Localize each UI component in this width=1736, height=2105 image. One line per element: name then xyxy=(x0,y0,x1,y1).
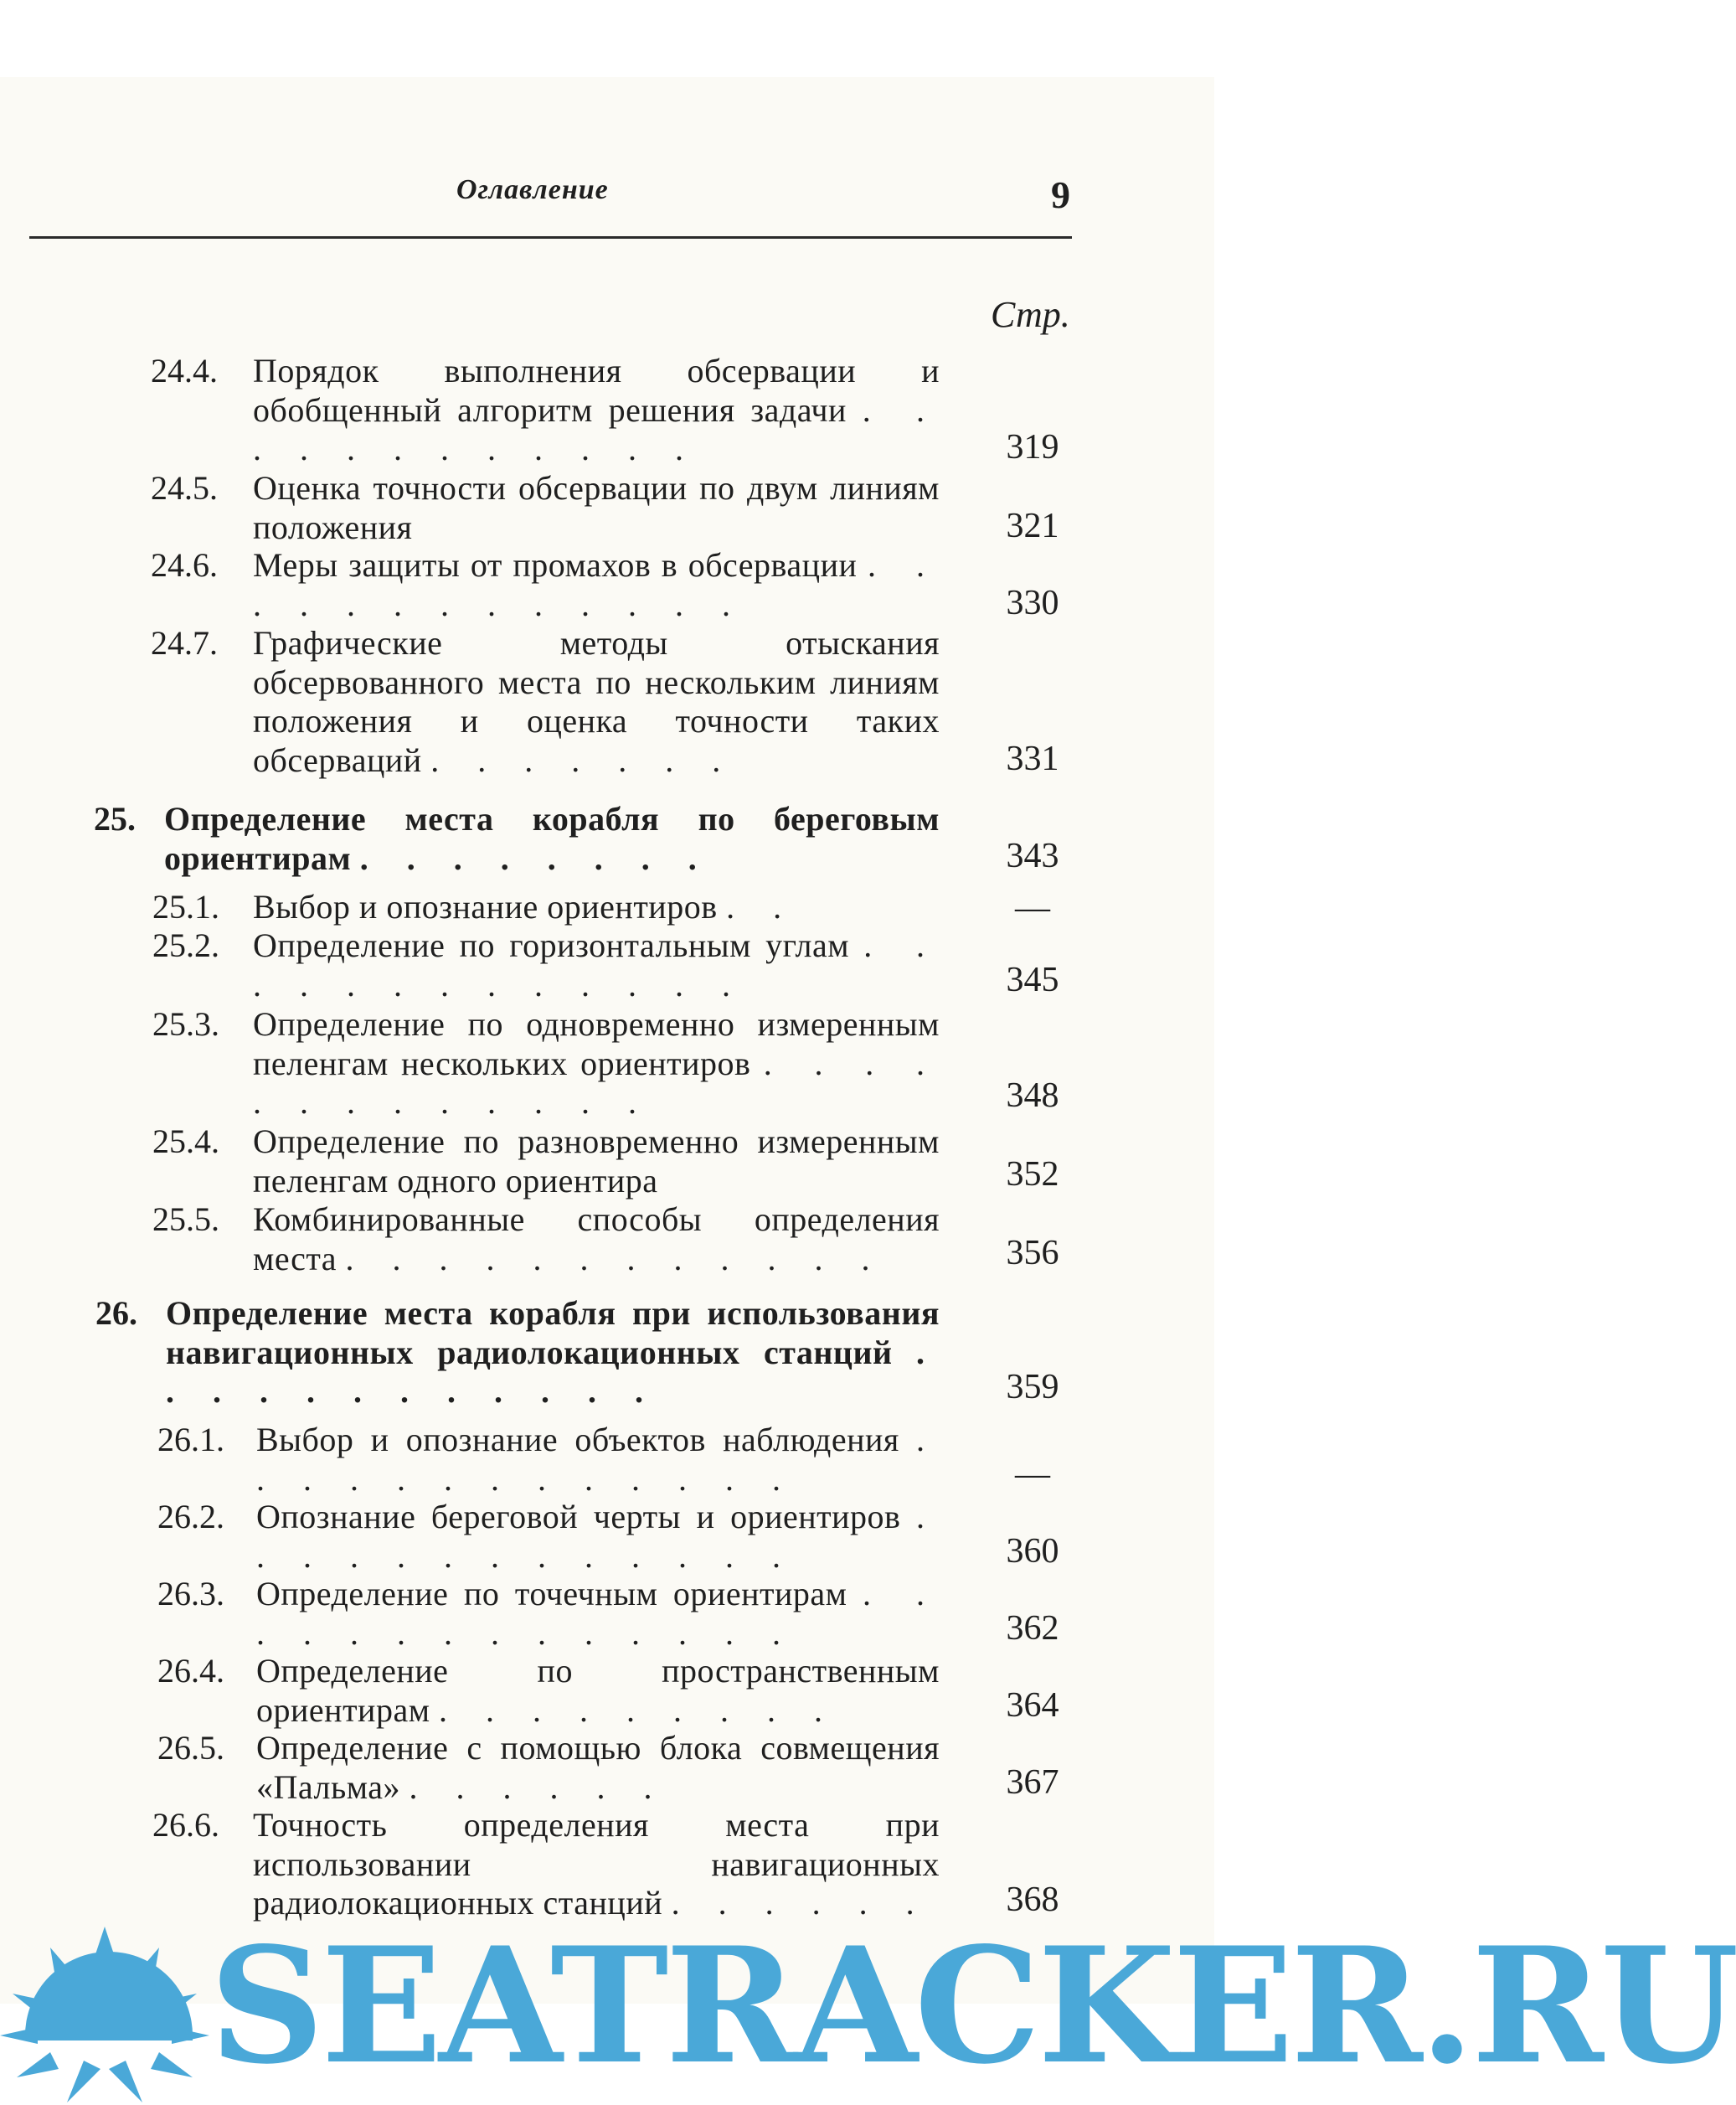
dot-leader: . . . . . . . . . . . . xyxy=(166,1333,940,1410)
entry-number: 25.5. xyxy=(152,1200,219,1238)
entry-title: Выбор и опознание объектов наблюдения . . . . . . . . . . . . . xyxy=(256,1421,940,1498)
entry-title: Опознание береговой черты и ориентиров . . . . . . . . . . . . . xyxy=(256,1498,940,1575)
entry-title: Точность определения места при использовании навигационных радиолокационных станций . . . . . . xyxy=(253,1806,940,1922)
entry-number: 25.2. xyxy=(152,926,219,964)
entry-number: 26.4. xyxy=(157,1652,224,1690)
entry-page: 356 xyxy=(1006,1234,1059,1272)
entry-title: Комбинированные способы определения места . . . . . . . . . . . . xyxy=(253,1200,940,1277)
entry-number: 24.6. xyxy=(151,546,218,584)
entry-page: 368 xyxy=(1006,1881,1059,1919)
entry-title: Оценка точности обсервации по двум линиям положения xyxy=(253,469,940,546)
entry-page: 330 xyxy=(1006,584,1059,622)
entry-page: 360 xyxy=(1006,1532,1059,1571)
dot-leader: . . . . . . . . . . . . xyxy=(253,390,940,467)
entry-number: 26.3. xyxy=(157,1575,224,1612)
entry-page: 343 xyxy=(1006,837,1059,875)
dot-leader: . . . . . . . . . xyxy=(439,1690,838,1729)
chapter-title: Определение места корабля по береговым ориентирам . . . . . . . . xyxy=(164,800,940,877)
entry-title: Определение по одновременно измеренным пеленгам нескольких ориентиров . . . . . . . . . . . . . xyxy=(253,1005,940,1121)
dot-leader: . . . . . . . . xyxy=(359,838,712,877)
entry-page: 362 xyxy=(1006,1609,1059,1648)
chapter-title: Определение места корабля при использования навигационных радиолокационных станций . . . . . . . . . . . . xyxy=(166,1294,940,1410)
page-number: 9 xyxy=(1051,173,1070,216)
header-rule xyxy=(29,236,1072,239)
entry-title: Определение по точечным ориентирам . . . . . . . . . . . . . . xyxy=(256,1575,940,1652)
entry-title: Определение по пространственным ориентирам . . . . . . . . . xyxy=(256,1652,940,1729)
entry-number: 25.3. xyxy=(152,1005,219,1043)
dot-leader: . . xyxy=(726,888,797,926)
dot-leader: . . . . . . . . . . . . . xyxy=(253,926,940,1003)
dot-leader: . . . . . . . . . . . . . xyxy=(253,546,940,623)
entry-number: 26.1. xyxy=(157,1421,224,1458)
dot-leader: . . . . . . . . . . . . . . xyxy=(256,1575,940,1652)
dot-leader: . . . . . . . xyxy=(430,740,736,779)
entry-title: Меры защиты от промахов в обсервации . . . . . . . . . . . . . xyxy=(253,546,940,623)
entry-number: 24.4. xyxy=(151,352,218,390)
entry-title: Определение по горизонтальным углам . . . . . . . . . . . . . xyxy=(253,926,940,1003)
running-title: Оглавление xyxy=(456,174,609,205)
entry-number: 24.7. xyxy=(151,624,218,662)
entry-page: 321 xyxy=(1006,507,1059,545)
dot-leader: . . . . . . . . . . . . xyxy=(345,1239,885,1277)
entry-title: Графические методы отыскания обсервованного места по нескольким линиям положения и оценка точности таких обсерваций . . . . . . . xyxy=(253,624,940,779)
entry-page: — xyxy=(1015,1455,1050,1494)
entry-page: 319 xyxy=(1006,428,1059,467)
entry-page: 359 xyxy=(1006,1368,1059,1406)
entry-title: Определение по разновременно измеренным пеленгам одного ориентира xyxy=(253,1122,940,1200)
entry-title: Выбор и опознание ориентиров . . xyxy=(253,888,797,926)
dot-leader: . . . . . . xyxy=(671,1884,930,1922)
sun-icon xyxy=(0,1927,209,2102)
entry-page: 331 xyxy=(1006,740,1059,778)
entry-page: 364 xyxy=(1006,1686,1059,1725)
entry-number: 25.4. xyxy=(152,1122,219,1160)
entry-page: 367 xyxy=(1006,1763,1059,1802)
entry-page: 345 xyxy=(1006,961,1059,999)
dot-leader: . . . . . . . . . . . . . xyxy=(256,1421,940,1498)
chapter-number: 25. xyxy=(94,800,136,838)
page-column-label: Стр. xyxy=(991,294,1070,335)
entry-title: Определение с помощью блока совмещения «Пальма» . . . . . . xyxy=(256,1729,940,1806)
entry-number: 26.5. xyxy=(157,1729,224,1767)
entry-title: Порядок выполнения обсервации и обобщенный алгоритм решения задачи . . . . . . . . . . . . xyxy=(253,352,940,467)
dot-leader: . . . . . . . . . . . . . xyxy=(256,1498,940,1575)
entry-number: 24.5. xyxy=(151,469,218,507)
entry-page: 352 xyxy=(1006,1155,1059,1194)
entry-page: 348 xyxy=(1006,1076,1059,1115)
entry-number: 26.6. xyxy=(152,1806,219,1844)
entry-number: 25.1. xyxy=(152,888,219,926)
dot-leader: . . . . . . xyxy=(409,1767,667,1806)
dot-leader: . . . . . . . . . . . . . xyxy=(253,1044,940,1121)
chapter-number: 26. xyxy=(95,1294,137,1332)
entry-page: — xyxy=(1015,889,1050,927)
watermark-text: SEATRACKER.RU xyxy=(209,1912,1736,2099)
entry-number: 26.2. xyxy=(157,1498,224,1535)
